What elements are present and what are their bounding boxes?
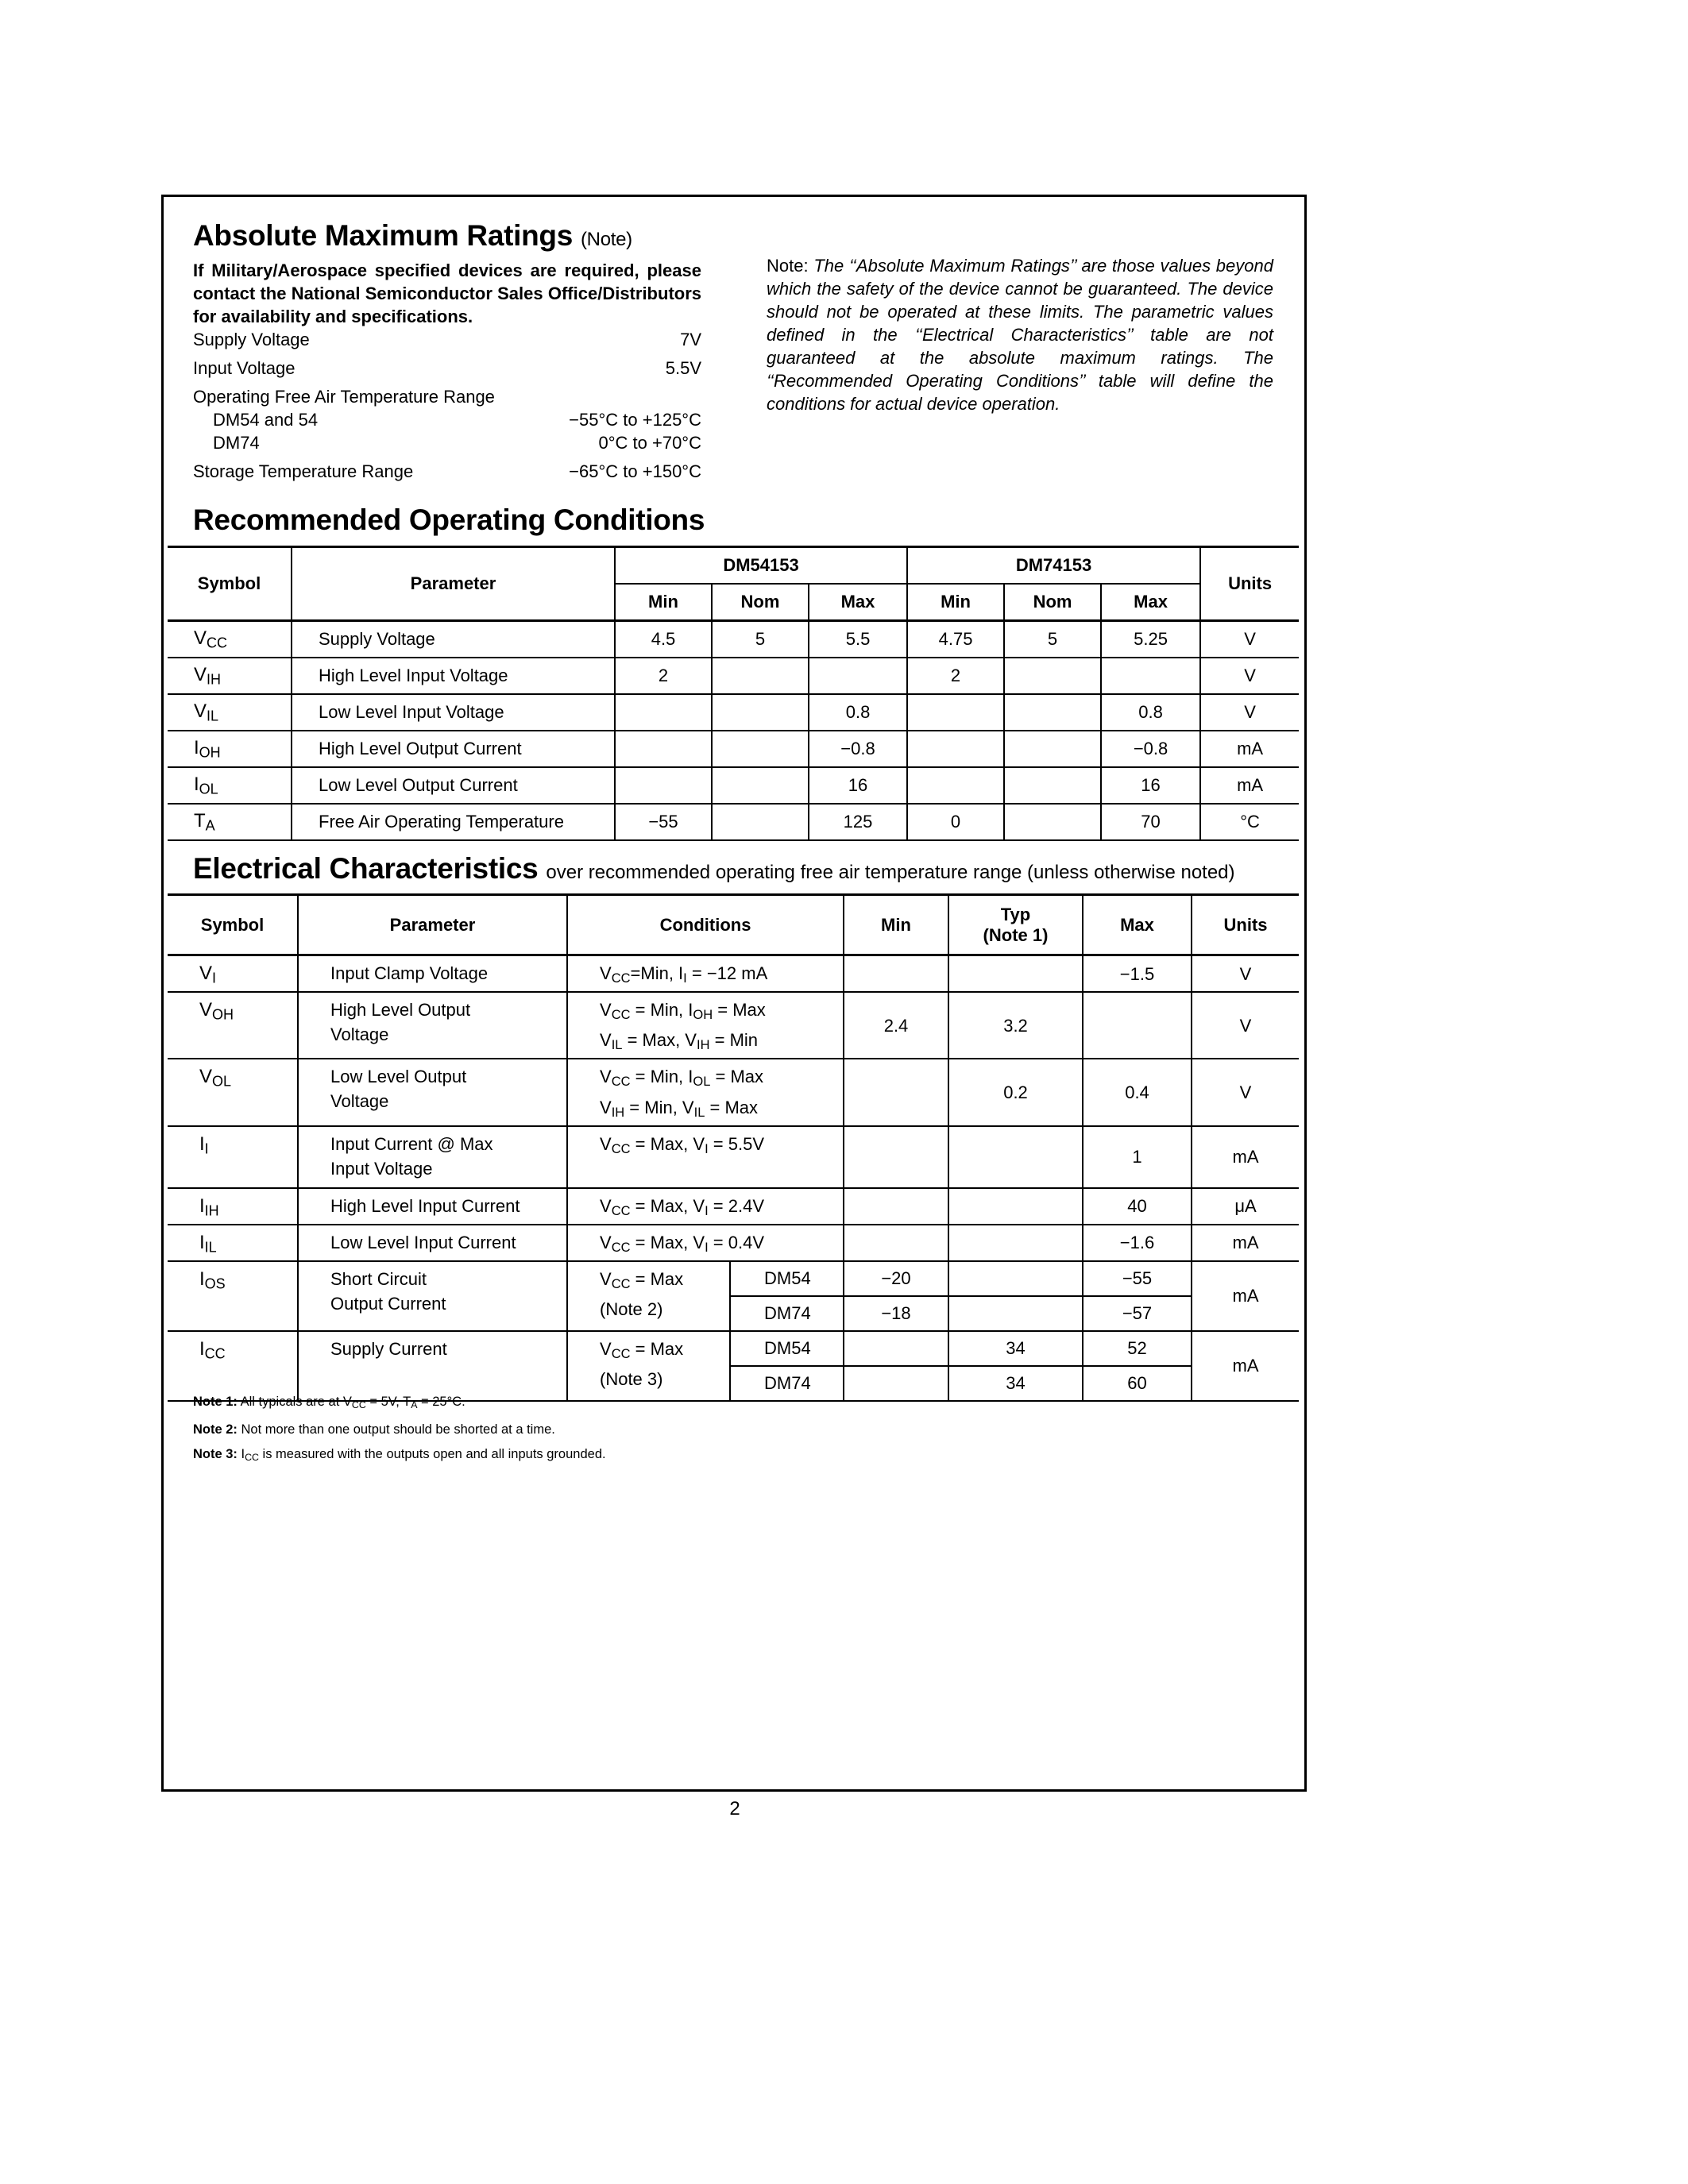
roc-header-min: Min	[907, 584, 1004, 621]
ec-row-ii: $I_I$ Input Current @ Max Input Voltage $V_{CC}$ = Max, $V_I = 5.5V$ 1 mA	[168, 1126, 1299, 1188]
ec-row-vol: $V_{OL}$ Low Level Output Voltage $V_{CC}$ = Min, $I_{OL}$ = Max $V_{IH}$ = Min, $V_{IL}$ = Max 0.2 0.4 V	[168, 1059, 1299, 1125]
ec-header-conditions: Conditions	[567, 895, 844, 955]
roc-row	[168, 767, 1299, 804]
roc-header-max: Max	[1101, 584, 1200, 621]
roc-value	[809, 658, 907, 694]
roc-value: 5	[712, 621, 809, 658]
roc-unit: °C	[1200, 804, 1299, 840]
roc-unit: mA	[1200, 767, 1299, 804]
roc-parameter: High Level Input Voltage	[292, 658, 615, 694]
roc-title: Recommended Operating Conditions	[193, 504, 705, 536]
roc-unit: V	[1200, 621, 1299, 658]
roc-symbol: $I_{OL}$	[168, 767, 292, 804]
roc-value: 0.8	[809, 694, 907, 731]
roc-value: 5	[1004, 621, 1101, 658]
rating-supply-voltage: Supply Voltage 7V	[193, 330, 701, 349]
rating-input-voltage: Input Voltage 5.5V	[193, 358, 701, 378]
roc-value: 5.25	[1101, 621, 1200, 658]
roc-value	[1004, 731, 1101, 767]
roc-value	[1004, 658, 1101, 694]
ec-header-min: Min	[844, 895, 948, 955]
roc-value: −55	[615, 804, 712, 840]
roc-parameter: High Level Output Current	[292, 731, 615, 767]
ec-row-iil: $I_{IL}$ Low Level Input Current $V_{CC}$ = Max, $V_I = 0.4V$ −1.6 mA	[168, 1225, 1299, 1261]
roc-value: 16	[809, 767, 907, 804]
abs-max-title: Absolute Maximum Ratings (Note)	[193, 219, 632, 252]
roc-table	[168, 546, 1299, 841]
roc-header-max: Max	[809, 584, 907, 621]
roc-value	[907, 731, 1004, 767]
roc-symbol: $T_A$	[168, 804, 292, 840]
ec-header-parameter: Parameter	[298, 895, 567, 955]
ec-row-icc: $I_{CC}$ Supply Current $V_{CC}$ = Max (Note 3) DM54 34 52 mA	[168, 1331, 1299, 1366]
roc-parameter: Low Level Output Current	[292, 767, 615, 804]
note-1: Note 1: All typicals are at $V_{CC} = 5V$, $T_A = 25^\circ C$.	[193, 1395, 465, 1411]
ec-row-ios-dm74: DM74 −18 −57	[168, 1296, 1299, 1331]
page-number: 2	[729, 1798, 740, 1819]
roc-unit: mA	[1200, 731, 1299, 767]
abs-max-ratings	[193, 218, 701, 483]
roc-header-nom: Nom	[712, 584, 809, 621]
roc-value: 125	[809, 804, 907, 840]
roc-value	[1101, 658, 1200, 694]
roc-value: −0.8	[1101, 731, 1200, 767]
roc-value	[712, 694, 809, 731]
note-3: Note 3: $I_{CC}$ is measured with the outputs open and all inputs grounded.	[193, 1447, 606, 1464]
roc-symbol: $V_{IH}$	[168, 658, 292, 694]
roc-symbol: $V_{CC}$	[168, 621, 292, 658]
roc-symbol: $I_{OH}$	[168, 731, 292, 767]
roc-value	[1004, 804, 1101, 840]
roc-header-dm74153: DM74153	[907, 547, 1200, 585]
roc-unit: V	[1200, 658, 1299, 694]
roc-value: 2	[907, 658, 1004, 694]
ec-row-voh: $V_{OH}$ High Level Output Voltage $V_{CC}$ = Min, $I_{OH}$ = Max $V_{IL}$ = Max, $V_{IH}$ = Min 2.4 3.2 V	[168, 992, 1299, 1059]
roc-row	[168, 621, 1299, 658]
roc-row	[168, 694, 1299, 731]
roc-symbol: $V_{IL}$	[168, 694, 292, 731]
rating-dm74: DM74 0°C to +70°C	[213, 433, 701, 453]
roc-parameter: Supply Voltage	[292, 621, 615, 658]
ec-table	[168, 893, 1299, 1402]
roc-value: 0	[907, 804, 1004, 840]
ec-row-iih: $I_{IH}$ High Level Input Current $V_{CC}$ = Max, $V_I = 2.4V$ 40 μA	[168, 1188, 1299, 1225]
roc-header-symbol: Symbol	[168, 547, 292, 621]
roc-value	[1004, 767, 1101, 804]
roc-value	[712, 731, 809, 767]
roc-unit: V	[1200, 694, 1299, 731]
roc-parameter: Free Air Operating Temperature	[292, 804, 615, 840]
roc-value	[907, 767, 1004, 804]
roc-header-dm54153: DM54153	[615, 547, 907, 585]
roc-header-min: Min	[615, 584, 712, 621]
roc-header-nom: Nom	[1004, 584, 1101, 621]
military-notice: If Military/Aerospace specified devices are required, please contact the National Semiconductor Sales Office/Distributors for availability and specifications.	[193, 260, 701, 326]
roc-value	[615, 694, 712, 731]
roc-value: 2	[615, 658, 712, 694]
rating-op-temp-label: Operating Free Air Temperature Range	[193, 387, 495, 407]
roc-row	[168, 658, 1299, 694]
roc-value	[712, 658, 809, 694]
ec-row-vi: $V_I$ Input Clamp Voltage $V_{CC}=Min$, $I_I = -12$ mA −1.5 V	[168, 955, 1299, 993]
roc-value	[712, 804, 809, 840]
roc-value	[615, 767, 712, 804]
roc-value: 0.8	[1101, 694, 1200, 731]
roc-value: 5.5	[809, 621, 907, 658]
roc-value	[1004, 694, 1101, 731]
roc-value	[712, 767, 809, 804]
ec-header-units: Units	[1192, 895, 1299, 955]
ec-header-max: Max	[1083, 895, 1192, 955]
ec-header-symbol: Symbol	[200, 914, 265, 935]
roc-row	[168, 804, 1299, 840]
ec-row-icc-dm74: DM74 34 60	[168, 1366, 1299, 1401]
rating-dm54: DM54 and 54 −55°C to +125°C	[213, 410, 701, 430]
ec-row-ios: $I_{OS}$ Short Circuit Output Current $V_{CC}$ = Max (Note 2) DM54 −20 −55 mA	[168, 1261, 1299, 1296]
roc-row	[168, 731, 1299, 767]
roc-value: 4.75	[907, 621, 1004, 658]
roc-value: 16	[1101, 767, 1200, 804]
roc-value	[615, 731, 712, 767]
roc-value	[907, 694, 1004, 731]
roc-header-units: Units	[1200, 547, 1299, 621]
abs-max-note: Note: The ‘‘Absolute Maximum Ratings’’ are those values beyond which the safety of the device cannot be guaranteed. The device should not be operated at these limits. The parametric values defined in the ‘‘Electrical Characteristics’’ table are not guaranteed at the absolute maximum ratings. The ‘‘Recommended Operating Conditions’’ table will define the conditions for actual device operation.	[767, 256, 1273, 414]
ec-title: Electrical Characteristics over recommended operating free air temperature range (unless otherwise noted)	[193, 852, 1235, 885]
ec-header-typ: Typ (Note 1)	[948, 895, 1083, 955]
roc-value: 70	[1101, 804, 1200, 840]
roc-parameter: Low Level Input Voltage	[292, 694, 615, 731]
roc-value: −0.8	[809, 731, 907, 767]
roc-value: 4.5	[615, 621, 712, 658]
footnotes	[193, 1390, 606, 1470]
note-2: Note 2: Not more than one output should be shorted at a time.	[193, 1422, 555, 1437]
roc-header-parameter: Parameter	[292, 547, 615, 621]
rating-storage-temp: Storage Temperature Range −65°C to +150°C	[193, 461, 701, 481]
